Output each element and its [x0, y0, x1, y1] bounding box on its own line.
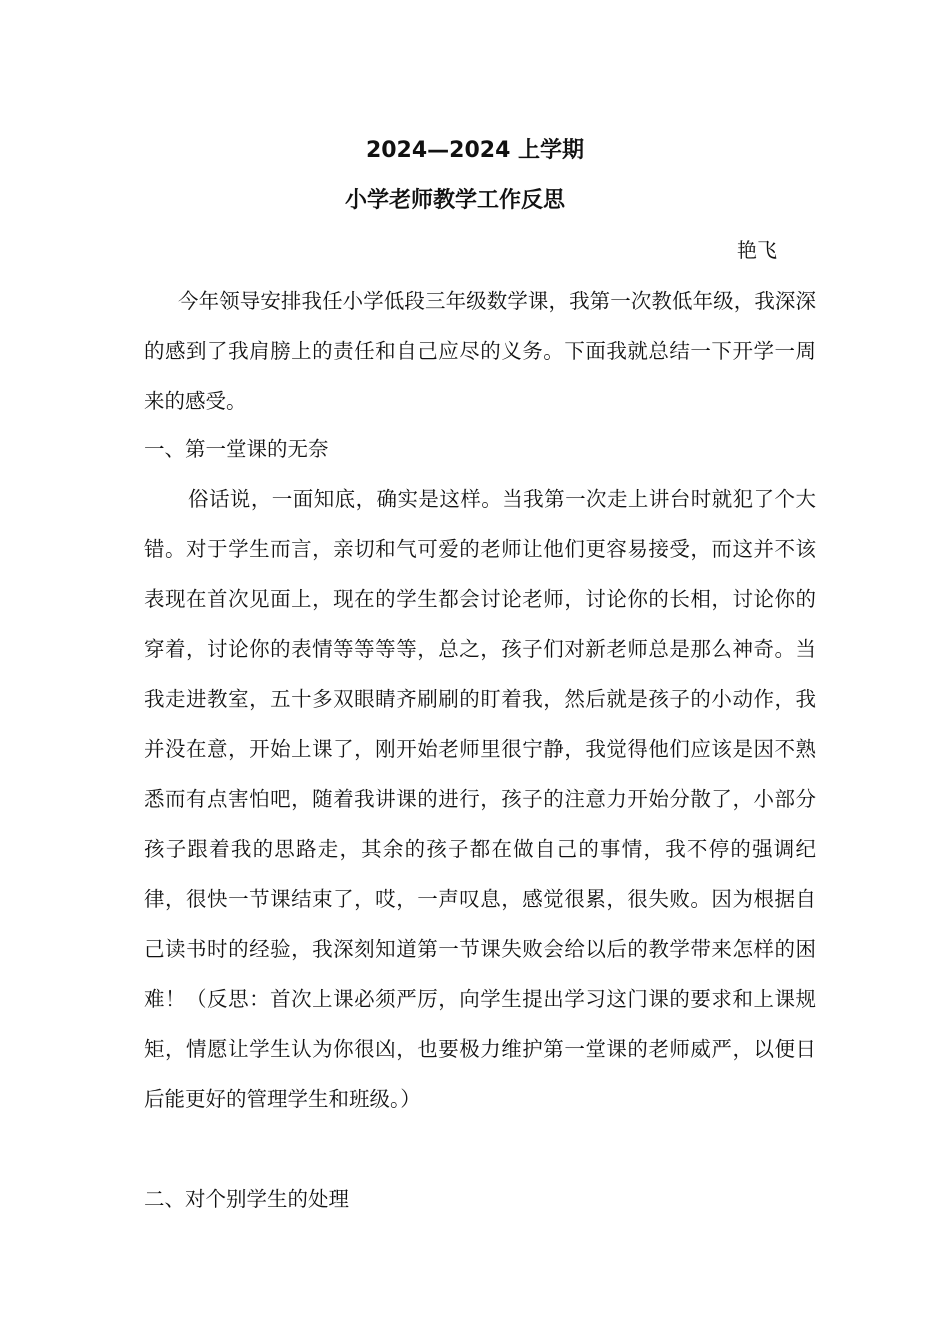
document-title-line-1: 2024—2024 上学期: [365, 138, 585, 163]
section-1-heading: 一、第一堂课的无奈: [144, 437, 329, 461]
section-1-paragraph: 俗话说，一面知底，确实是这样。当我第一次走上讲台时就犯了个大错。对于学生而言，亲切和气可爱的老师让他们更容易接受，而这并不该表现在首次见面上，现在的学生都会讨论老师，讨论你的长相，讨论你的穿着，讨论你的表情等等等等，总之，孩子们对新老师总是那么神奇。当我走进教室，五十多双眼睛齐刷刷的盯着我，然后就是孩子的小动作，我并没在意，开始上课了，刚开始老师里很宁静，我觉得他们应该是因不熟悉而有点害怕吧，随着我讲课的进行，孩子的注意力开始分散了，小部分孩子跟着我的思路走，其余的孩子都在做自己的事情，我不停的强调纪律，很快一节课结束了，哎，一声叹息，感觉很累，很失败。因为根据自己读书时的经验，我深刻知道第一节课失败会给以后的教学带来怎样的困难！（反思：首次上课必须严厉，向学生提出学习这门课的要求和上课规矩，情愿让学生认为你很凶，也要极力维护第一堂课的老师威严，以便日后能更好的管理学生和班级。）: [144, 487, 816, 1111]
intro-paragraph: 今年领导安排我任小学低段三年级数学课，我第一次教低年级，我深深的感到了我肩膀上的责任和自己应尽的义务。下面我就总结一下开学一周来的感受。: [144, 289, 816, 413]
author-name: 艳飞: [737, 238, 777, 262]
document-title-line-2: 小学老师教学工作反思: [344, 188, 565, 213]
section-2-heading: 二、对个别学生的处理: [144, 1187, 349, 1211]
